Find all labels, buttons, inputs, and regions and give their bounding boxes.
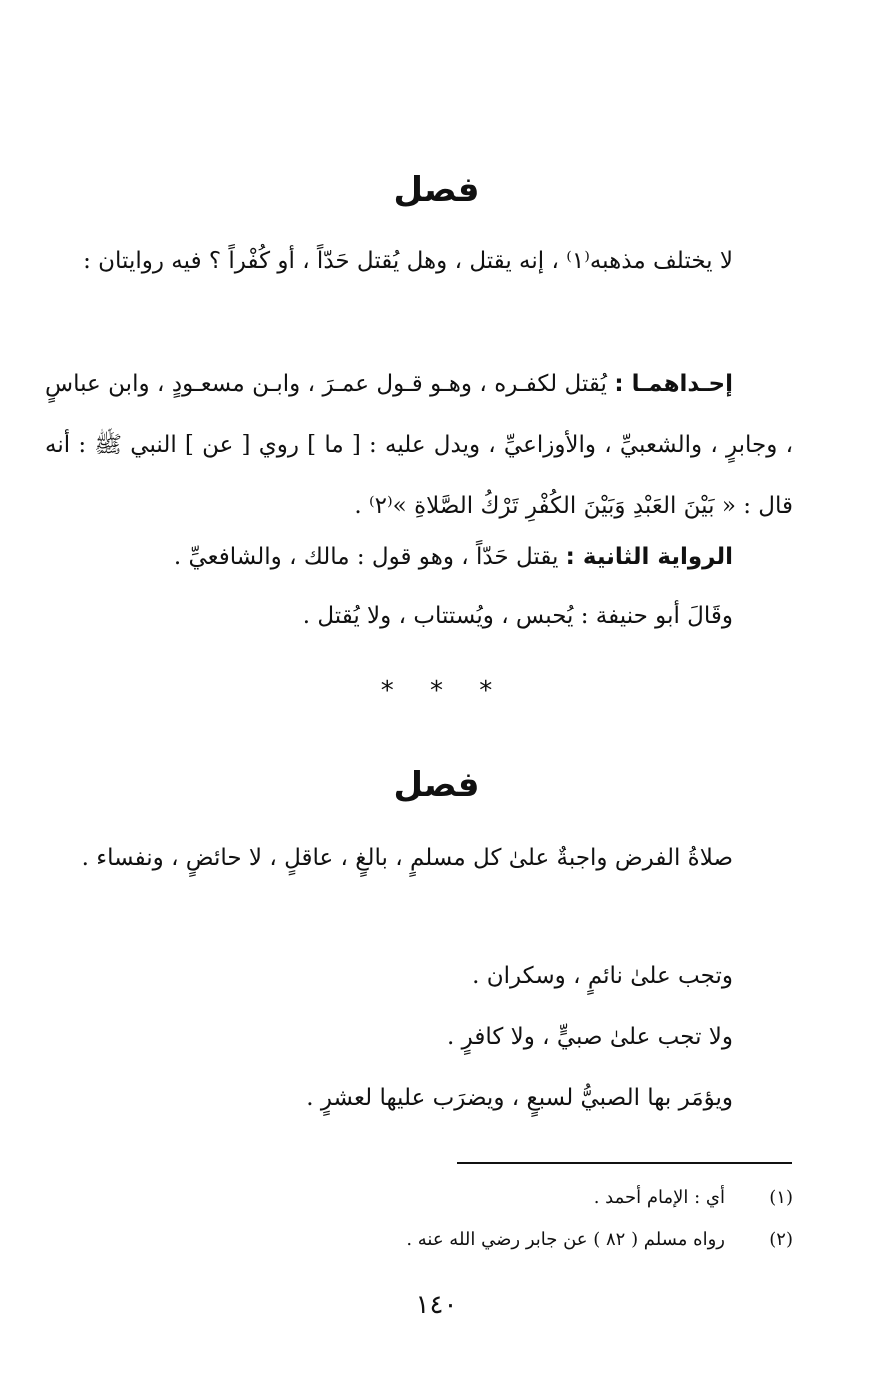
- paragraph-first-narration: [45, 354, 793, 537]
- footnote-2-text: رواه مسلم ( ٨٢ ) عن جابر رضي الله عنه .: [406, 1229, 725, 1250]
- page-number: ١٤٠: [415, 1290, 458, 1320]
- paragraph-opening: لا يختلف مذهبه⁽١⁾ ، إنه يقتل ، وهل يُقتل حَدّاً ، أو كُفْراً ؟ فيه روايتان :: [83, 248, 733, 274]
- section-separator: * * *: [380, 676, 493, 706]
- section-heading-1: فصل: [393, 170, 480, 210]
- footnote-1-number: (١): [769, 1187, 793, 1208]
- paragraph-obligation: صلاةُ الفرض واجبةٌ علىٰ كل مسلمٍ ، بالغٍ ، عاقلٍ ، لا حائضٍ ، ونفساء .: [81, 845, 733, 871]
- footnote-2-number: (٢): [769, 1229, 793, 1250]
- line-sleeper: وتجب علىٰ نائمٍ ، وسكران .: [472, 963, 733, 989]
- first-narration-text: يُقتل لكفـره ، وهـو قـول عمـرَ ، وابـن مسعـودٍ ، وابن عباسٍ ، وجابرٍ ، والشعبيِّ ، والأوزاعيِّ ، ويدل عليه : [ ما ] روي [ عن ] النبي ﷺ : أنه قال : « بَيْنَ العَبْدِ وَبَيْنَ الكُفْرِ تَرْكُ الصَّلاةِ »⁽٢⁾ .: [45, 371, 793, 519]
- first-narration-label: إحـداهمـا :: [614, 371, 734, 397]
- line-child-unbeliever: ولا تجب علىٰ صبيٍّ ، ولا كافرٍ .: [447, 1024, 733, 1050]
- paragraph-abu-hanifa: وقَالَ أبو حنيفة : يُحبس ، ويُستتاب ، ولا يُقتل .: [302, 603, 733, 629]
- paragraph-second-narration: [45, 527, 793, 588]
- second-narration-text: يقتل حَدّاً ، وهو قول : مالك ، والشافعيِّ .: [173, 544, 566, 570]
- footnote-1: [45, 1183, 793, 1213]
- section-heading-2: فصل: [393, 765, 480, 805]
- line-child-command: ويؤمَر بها الصبيُّ لسبعٍ ، ويضرَب عليها لعشرٍ .: [306, 1085, 733, 1111]
- footnote-1-text: أي : الإمام أحمد .: [593, 1187, 725, 1208]
- second-narration-label: الرواية الثانية :: [565, 544, 733, 570]
- footnote-2: [45, 1225, 793, 1255]
- footnote-divider: [457, 1162, 792, 1164]
